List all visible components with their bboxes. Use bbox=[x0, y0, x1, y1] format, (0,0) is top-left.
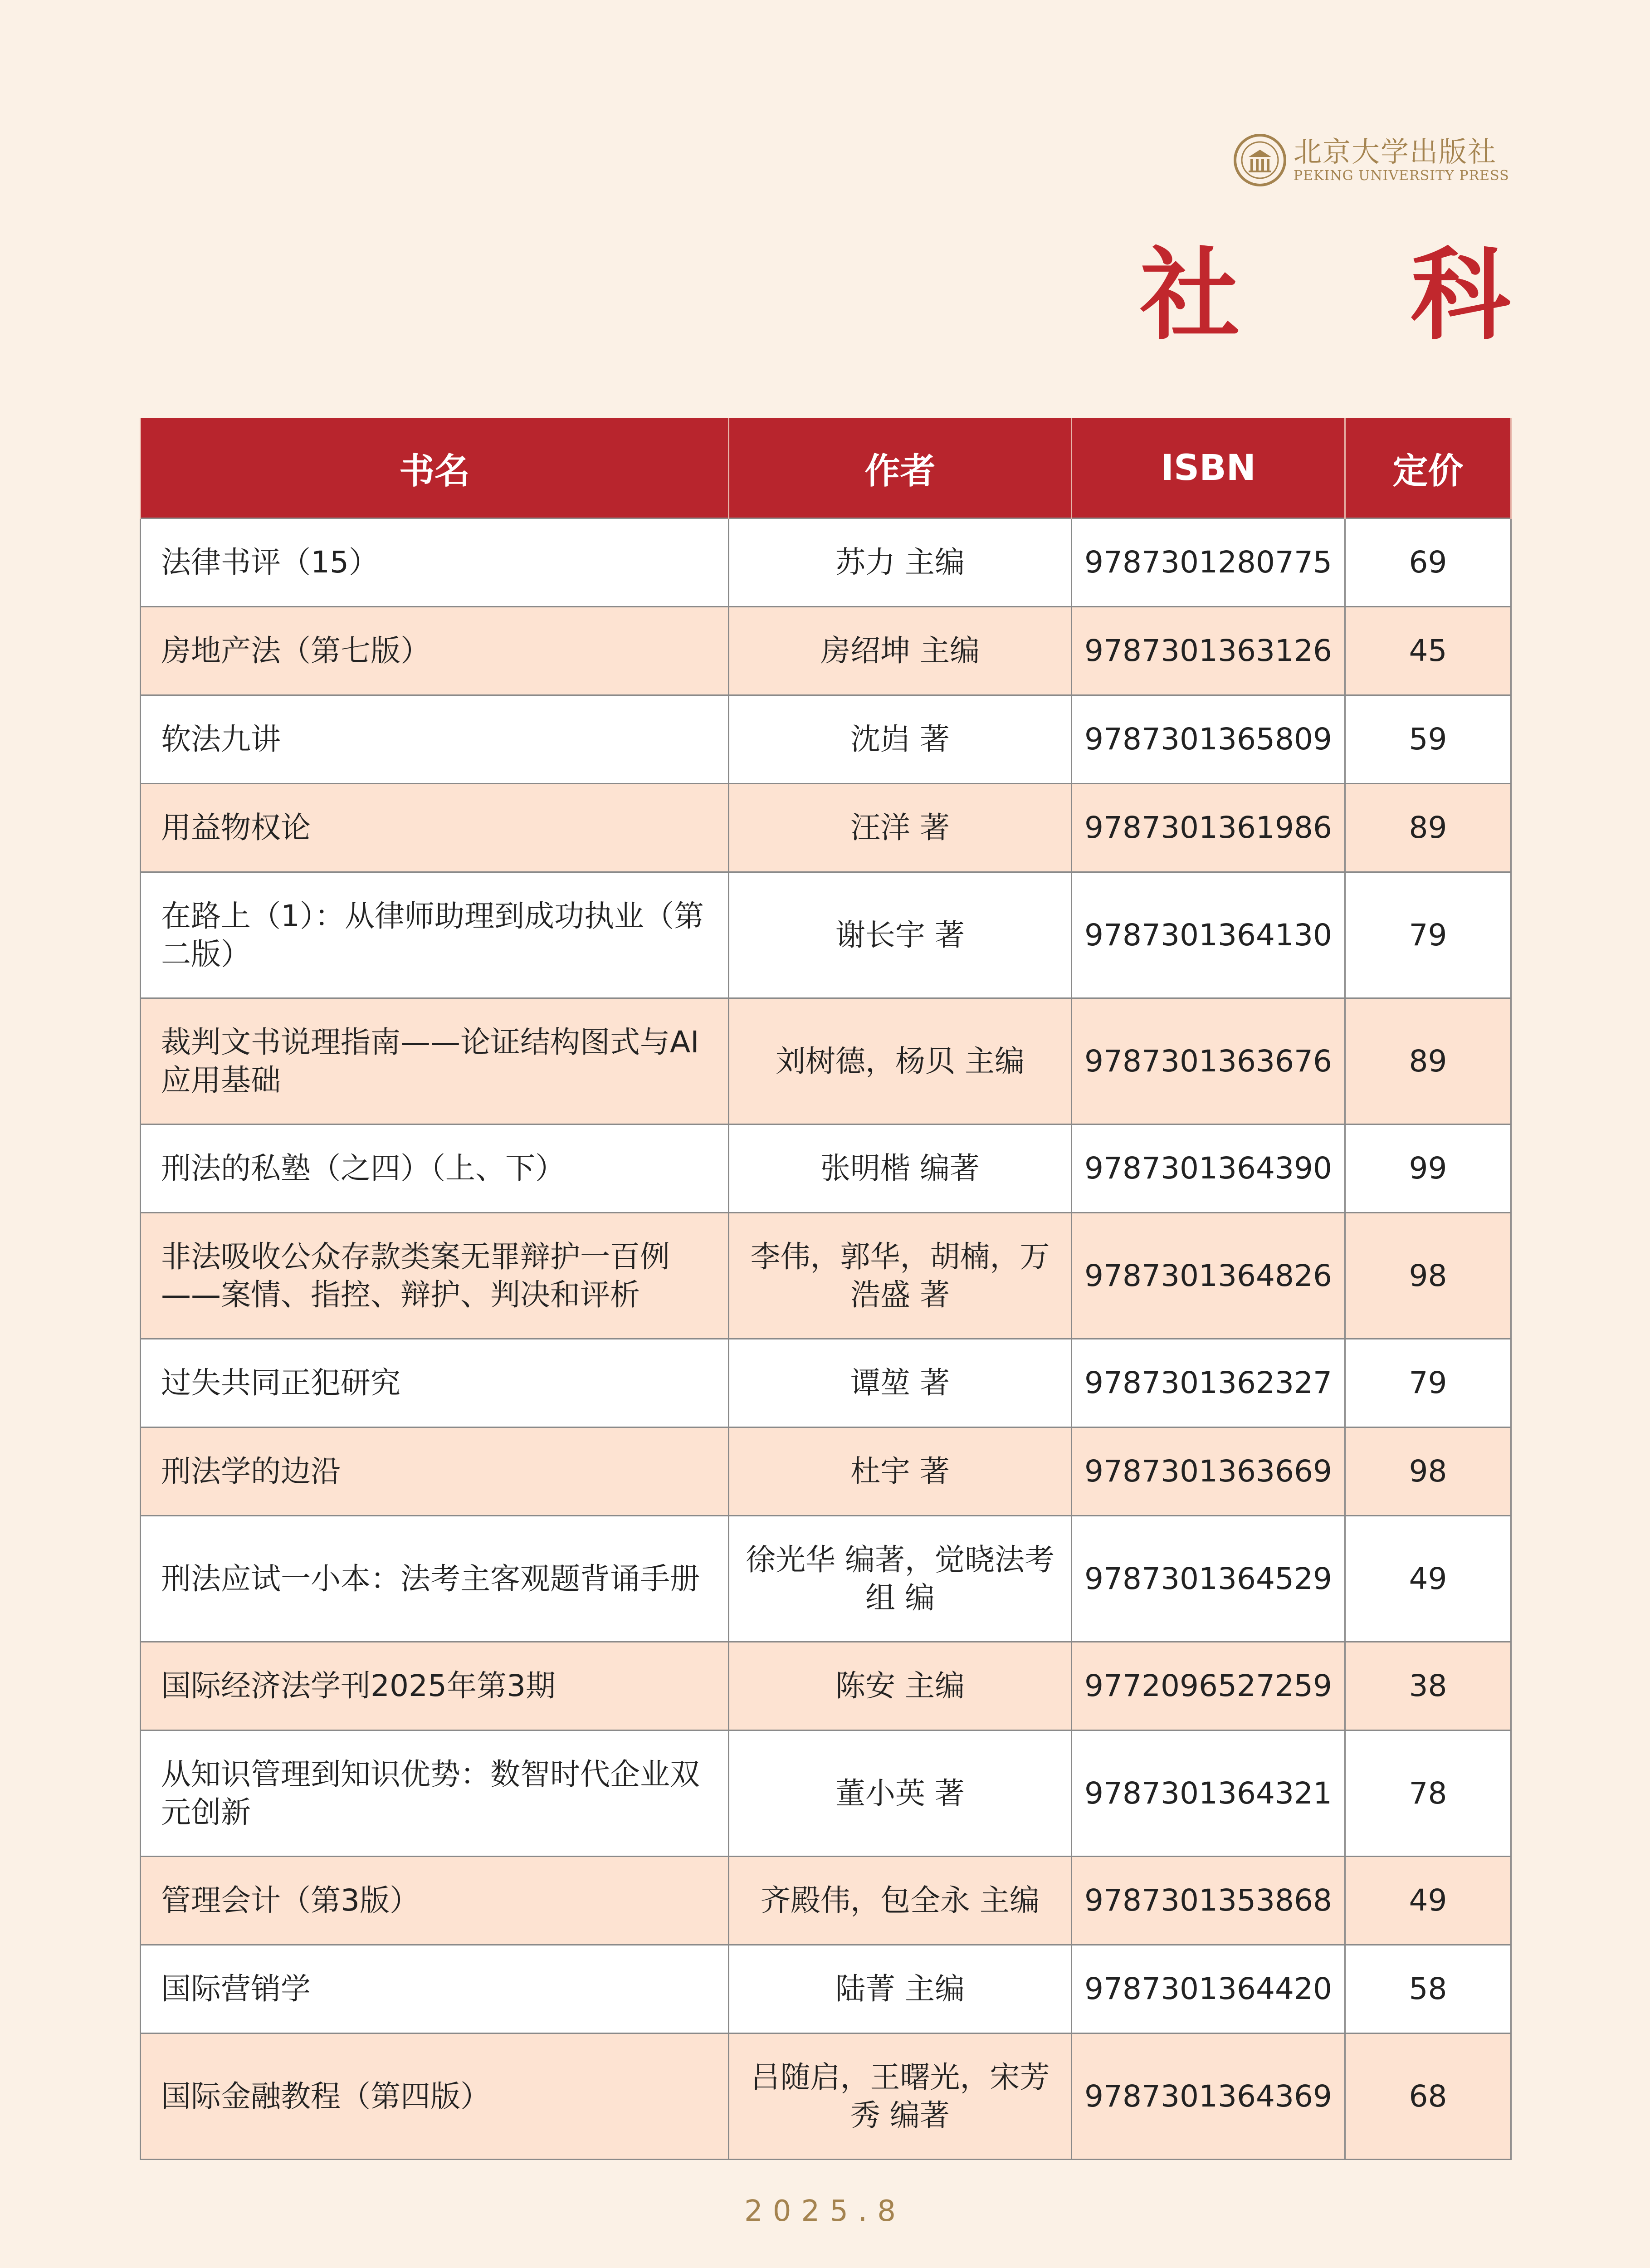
price-cell: 98 bbox=[1345, 1213, 1511, 1339]
book-title-cell: 刑法学的边沿 bbox=[141, 1427, 729, 1516]
isbn-cell: 9787301364826 bbox=[1072, 1213, 1345, 1339]
price-cell: 78 bbox=[1345, 1730, 1511, 1857]
book-table bbox=[140, 418, 1512, 2160]
author-cell: 李伟，郭华，胡楠，万浩盛 著 bbox=[729, 1213, 1072, 1339]
table-row bbox=[141, 1945, 1511, 2033]
isbn-cell: 9787301364390 bbox=[1072, 1124, 1345, 1213]
table-row bbox=[141, 1339, 1511, 1427]
author-cell: 陈安 主编 bbox=[729, 1642, 1072, 1730]
table-header-row bbox=[141, 418, 1511, 518]
isbn-cell: 9787301363126 bbox=[1072, 607, 1345, 695]
isbn-cell: 9787301364420 bbox=[1072, 1945, 1345, 2033]
author-cell: 徐光华 编著，觉晓法考组 编 bbox=[729, 1516, 1072, 1642]
isbn-cell: 9787301364369 bbox=[1072, 2033, 1345, 2160]
isbn-cell: 9787301362327 bbox=[1072, 1339, 1345, 1427]
table-row bbox=[141, 1213, 1511, 1339]
author-cell: 苏力 主编 bbox=[729, 518, 1072, 607]
author-cell: 房绍坤 主编 bbox=[729, 607, 1072, 695]
price-cell: 98 bbox=[1345, 1427, 1511, 1516]
book-title-cell: 国际营销学 bbox=[141, 1945, 729, 2033]
section-title: 社 科 bbox=[1140, 236, 1578, 353]
price-cell: 45 bbox=[1345, 607, 1511, 695]
book-title-cell: 从知识管理到知识优势：数智时代企业双元创新 bbox=[141, 1730, 729, 1857]
author-cell: 汪洋 著 bbox=[729, 784, 1072, 872]
book-title-cell: 法律书评（15） bbox=[141, 518, 729, 607]
isbn-cell: 9787301363669 bbox=[1072, 1427, 1345, 1516]
price-cell: 79 bbox=[1345, 872, 1511, 998]
publisher-logo bbox=[1234, 131, 1515, 190]
price-cell: 49 bbox=[1345, 1857, 1511, 1945]
book-title-cell: 用益物权论 bbox=[141, 784, 729, 872]
table-row bbox=[141, 1427, 1511, 1516]
isbn-cell: 9772096527259 bbox=[1072, 1642, 1345, 1730]
isbn-cell: 9787301361986 bbox=[1072, 784, 1345, 872]
price-cell: 89 bbox=[1345, 998, 1511, 1124]
price-cell: 79 bbox=[1345, 1339, 1511, 1427]
author-cell: 陆菁 主编 bbox=[729, 1945, 1072, 2033]
price-cell: 59 bbox=[1345, 695, 1511, 784]
column-header-title: 书名 bbox=[141, 418, 729, 518]
author-cell: 杜宇 著 bbox=[729, 1427, 1072, 1516]
publisher-name-cn: 北京大学出版社 bbox=[1294, 135, 1497, 168]
table-row bbox=[141, 872, 1511, 998]
price-cell: 89 bbox=[1345, 784, 1511, 872]
issue-date: 2025.8 bbox=[744, 2195, 906, 2228]
isbn-cell: 9787301365809 bbox=[1072, 695, 1345, 784]
author-cell: 吕随启，王曙光，宋芳秀 编著 bbox=[729, 2033, 1072, 2160]
author-cell: 谭堃 著 bbox=[729, 1339, 1072, 1427]
table-row bbox=[141, 518, 1511, 607]
table-row bbox=[141, 2033, 1511, 2160]
column-header-isbn: ISBN bbox=[1072, 418, 1345, 518]
isbn-cell: 9787301280775 bbox=[1072, 518, 1345, 607]
author-cell: 沈岿 著 bbox=[729, 695, 1072, 784]
publisher-name-en: PEKING UNIVERSITY PRESS bbox=[1294, 168, 1509, 184]
book-title-cell: 国际金融教程（第四版） bbox=[141, 2033, 729, 2160]
isbn-cell: 9787301364130 bbox=[1072, 872, 1345, 998]
book-title-cell: 刑法应试一小本：法考主客观题背诵手册 bbox=[141, 1516, 729, 1642]
book-title-cell: 裁判文书说理指南——论证结构图式与AI应用基础 bbox=[141, 998, 729, 1124]
book-title-cell: 房地产法（第七版） bbox=[141, 607, 729, 695]
book-title-cell: 管理会计（第3版） bbox=[141, 1857, 729, 1945]
table-row bbox=[141, 1124, 1511, 1213]
author-cell: 谢长宇 著 bbox=[729, 872, 1072, 998]
book-title-cell: 非法吸收公众存款类案无罪辩护一百例——案情、指控、辩护、判决和评析 bbox=[141, 1213, 729, 1339]
price-cell: 49 bbox=[1345, 1516, 1511, 1642]
price-cell: 38 bbox=[1345, 1642, 1511, 1730]
price-cell: 99 bbox=[1345, 1124, 1511, 1213]
isbn-cell: 9787301364529 bbox=[1072, 1516, 1345, 1642]
table-row bbox=[141, 1730, 1511, 1857]
author-cell: 董小英 著 bbox=[729, 1730, 1072, 1857]
book-title-cell: 刑法的私塾（之四）（上、下） bbox=[141, 1124, 729, 1213]
book-title-cell: 软法九讲 bbox=[141, 695, 729, 784]
isbn-cell: 9787301363676 bbox=[1072, 998, 1345, 1124]
table-row bbox=[141, 1642, 1511, 1730]
university-seal-icon bbox=[1234, 134, 1286, 186]
author-cell: 刘树德，杨贝 主编 bbox=[729, 998, 1072, 1124]
table-row bbox=[141, 784, 1511, 872]
book-title-cell: 过失共同正犯研究 bbox=[141, 1339, 729, 1427]
isbn-cell: 9787301353868 bbox=[1072, 1857, 1345, 1945]
table-row bbox=[141, 607, 1511, 695]
price-cell: 58 bbox=[1345, 1945, 1511, 2033]
isbn-cell: 9787301364321 bbox=[1072, 1730, 1345, 1857]
table-row bbox=[141, 1516, 1511, 1642]
column-header-author: 作者 bbox=[729, 418, 1072, 518]
table-row bbox=[141, 1857, 1511, 1945]
book-title-cell: 国际经济法学刊2025年第3期 bbox=[141, 1642, 729, 1730]
price-cell: 68 bbox=[1345, 2033, 1511, 2160]
table-row bbox=[141, 695, 1511, 784]
author-cell: 齐殿伟，包全永 主编 bbox=[729, 1857, 1072, 1945]
author-cell: 张明楷 编著 bbox=[729, 1124, 1072, 1213]
column-header-price: 定价 bbox=[1345, 418, 1511, 518]
price-cell: 69 bbox=[1345, 518, 1511, 607]
book-title-cell: 在路上（1）：从律师助理到成功执业（第二版） bbox=[141, 872, 729, 998]
table-row bbox=[141, 998, 1511, 1124]
